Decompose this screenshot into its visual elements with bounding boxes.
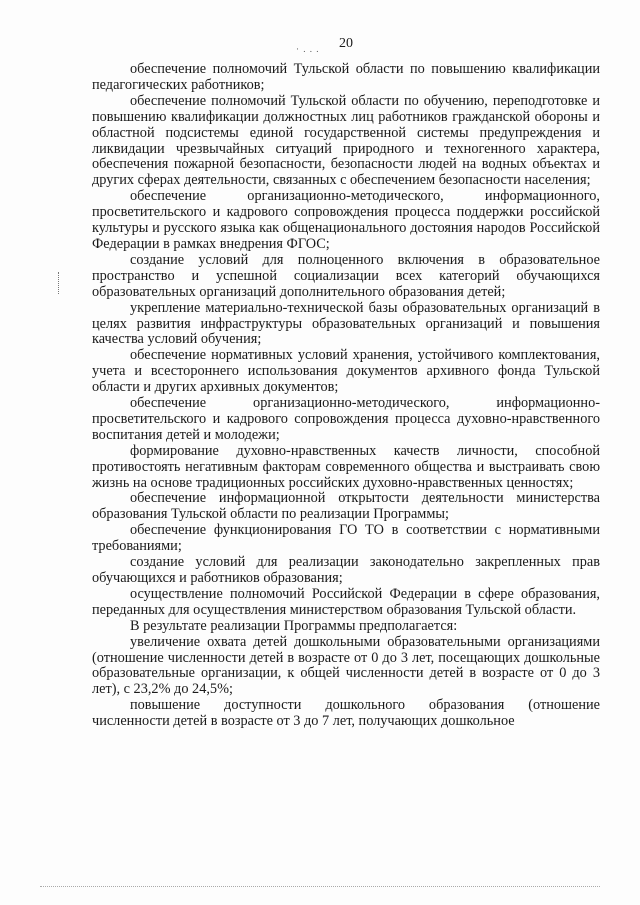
- scan-artifact: · . . .: [296, 44, 320, 54]
- paragraph: создание условий для реализации законодательно закрепленных прав обучающихся и работников образования;: [92, 554, 600, 586]
- paragraph: обеспечение полномочий Тульской области по повышению квалификации педагогических работников;: [92, 61, 600, 93]
- page-number: 20: [339, 36, 353, 51]
- paragraph: создание условий для полноценного включения в образовательное пространство и успешной социализации всех категорий обучающихся образовательных организаций дополнительного образования детей;: [92, 251, 600, 300]
- paragraph: увеличение охвата детей дошкольными образовательными организациями (отношение численности детей в возрасте от 0 до 3 лет, посещающих дошкольные образовательные организации, к общей численности детей в возрасте от 0 до 3 лет), с 23,2% до 24,5%;: [92, 633, 600, 698]
- paragraph: обеспечение организационно-методического, информационного, просветительского и кадрового сопровождения процесса поддержки российской культуры и русского языка как общенационального достояния народов Российской Федерации в рамках внедрения ФГОС;: [92, 188, 600, 252]
- paragraph: обеспечение информационной открытости деятельности министерства образования Тульской области по реализации Программы;: [92, 490, 600, 523]
- paragraph: повышение доступности дошкольного образования (отношение численности детей в возрасте от 3 до 7 лет, получающих дошкольное: [92, 697, 600, 730]
- document-body: [92, 62, 600, 730]
- paragraph: укрепление материально-технической базы образовательных организаций в целях развития инфраструктуры образовательных организаций и повышения качества условий обучения;: [92, 299, 600, 348]
- paragraph: обеспечение нормативных условий хранения, устойчивого комплектования, учета и всестороннего использования документов архивного фонда Тульской области и других архивных документов;: [92, 347, 600, 396]
- paragraph: формирование духовно-нравственных качеств личности, способной противостоять негативным факторам современного общества и выстраивать свою жизнь на основе традиционных российских духовно-нравственных ценностях;: [92, 442, 600, 491]
- paragraph: обеспечение полномочий Тульской области по обучению, переподготовке и повышению квалификации должностных лиц работников гражданской обороны и областной подсистемы единой государственной системы предупреждения и ликвидации чрезвычайных ситуаций природного и техногенного характера, обеспечения пожарной безопасности, безопасности людей на водных объектах и других сферах деятельности, связанных с обеспечением безопасности населения;: [92, 92, 600, 189]
- paragraph: обеспечение функционирования ГО ТО в соответствии с нормативными требованиями;: [92, 522, 600, 555]
- paragraph: осуществление полномочий Российской Федерации в сфере образования, переданных для осуществления министерством образования Тульской области.: [92, 585, 600, 618]
- margin-scan-mark: [58, 272, 63, 294]
- paragraph: обеспечение организационно-методического, информационно-просветительского и кадрового сопровождения процесса духовно-нравственного воспитания детей и молодежи;: [92, 395, 600, 443]
- scan-edge-artifact: [40, 886, 600, 889]
- paragraph: В результате реализации Программы предполагается:: [130, 617, 458, 634]
